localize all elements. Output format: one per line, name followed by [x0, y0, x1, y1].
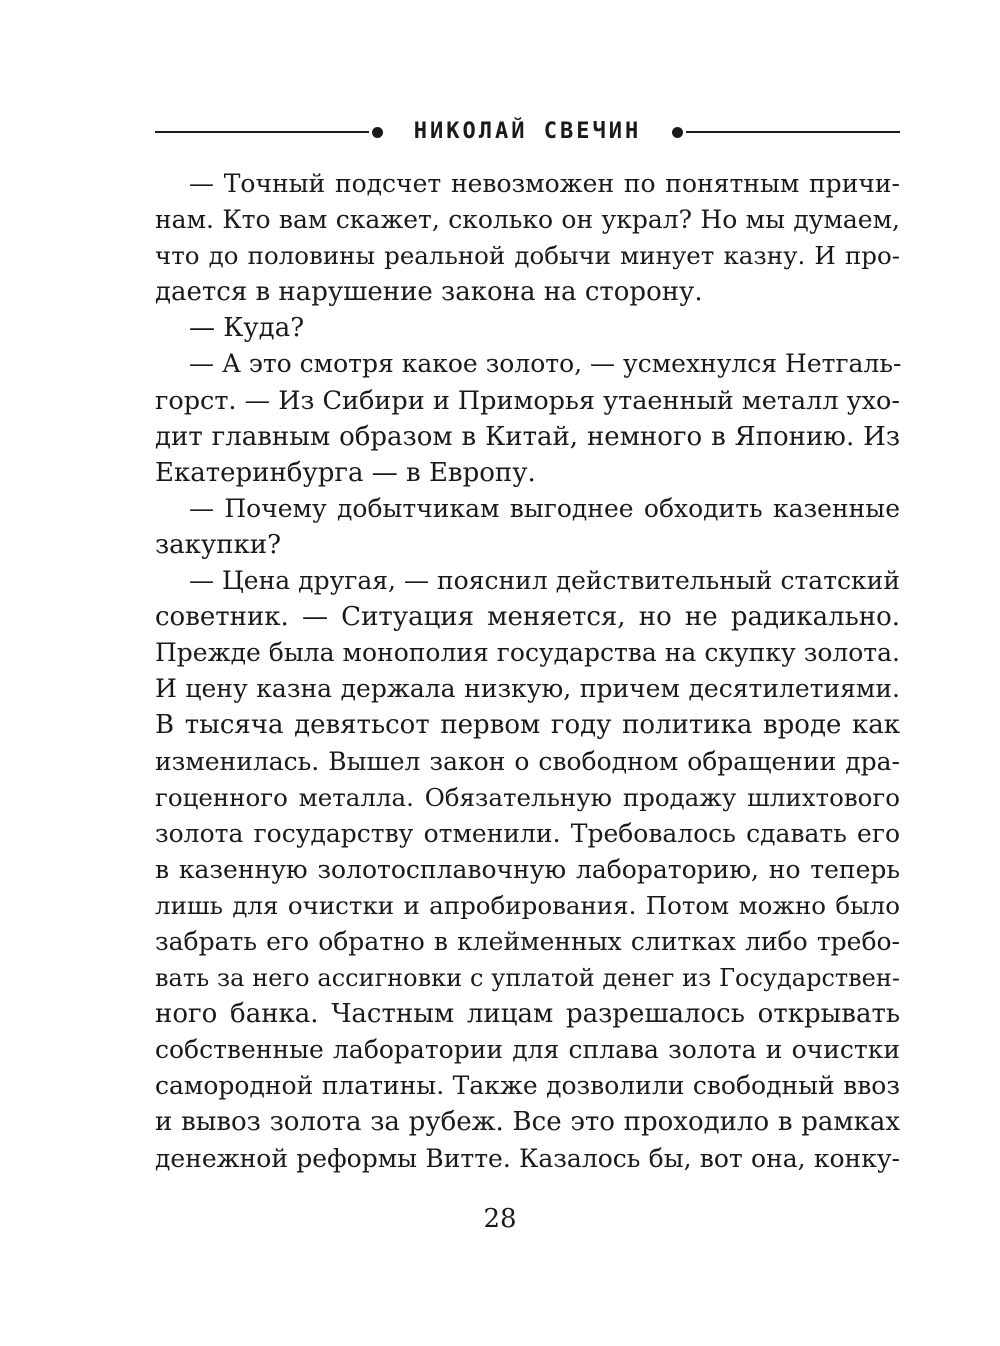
text-line: лишь для очистки и апробирования. Потом можно было: [155, 890, 900, 920]
page-number: 28: [483, 1204, 517, 1234]
text-line: ного банка. Частным лицам разрешалось открывать: [155, 999, 900, 1030]
text-line: денежной реформы Витте. Казалось бы, вот она, конку-: [155, 1143, 900, 1173]
body-text: [155, 166, 900, 1177]
text-line: Екатеринбурга — в Европу.: [155, 457, 536, 488]
text-line: — Почему добытчикам выгоднее обходить казенные: [189, 493, 900, 523]
text-line: изменилась. Вышел закон о свободном обращении дра-: [155, 746, 900, 776]
text-line: в казенную золотосплавочную лабораторию, но теперь: [155, 854, 900, 884]
text-line: — А это смотря какое золото, — усмехнулся Нетгаль-: [189, 349, 902, 379]
running-header: [155, 117, 900, 147]
header-dot-right: [672, 127, 683, 138]
text-line: что до половины реальной добычи минует казну. И про-: [155, 241, 900, 271]
text-line: дается в нарушение закона на сторону.: [155, 277, 703, 308]
text-line: закупки?: [155, 529, 282, 560]
text-line: забрать его обратно в клейменных слитках либо требо-: [155, 926, 900, 956]
header-dot-left: [372, 127, 383, 138]
text-line: советник. — Ситуация меняется, но не радикально.: [155, 602, 900, 633]
header-rule-right: [686, 131, 900, 133]
text-line: гоценного металла. Обязательную продажу шлихтового: [155, 782, 900, 812]
text-line: — Куда?: [189, 313, 305, 344]
text-line: И цену казна держала низкую, причем десятилетиями.: [155, 674, 900, 704]
author-name: НИКОЛАЙ СВЕЧИН: [413, 119, 642, 144]
text-line: В тысяча девятьсот первом году политика вроде как: [155, 710, 900, 741]
text-line: собственные лаборатории для сплава золота и очистки: [155, 1035, 900, 1065]
text-line: дит главным образом в Китай, немного в Японию. Из: [155, 421, 900, 452]
header-rule-left: [155, 131, 369, 133]
text-line: — Цена другая, — пояснил действительный статский: [189, 566, 900, 596]
text-line: нам. Кто вам скажет, сколько он украл? Но мы думаем,: [155, 205, 900, 235]
text-line: Прежде была монополия государства на скупку золота.: [155, 638, 900, 668]
text-line: золота государству отменили. Требовалось сдавать его: [155, 818, 900, 848]
text-line: самородной платины. Также дозволили свободный ввоз: [155, 1071, 900, 1101]
text-line: — Точный подсчет невозможен по понятным причи-: [189, 169, 900, 198]
text-line: горст. — Из Сибири и Приморья утаенный металл ухо-: [155, 385, 900, 416]
text-line: вать за него ассигновки с уплатой денег из Государствен-: [155, 964, 900, 993]
text-line: и вывоз золота за рубеж. Все это проходило в рамках: [155, 1107, 900, 1138]
